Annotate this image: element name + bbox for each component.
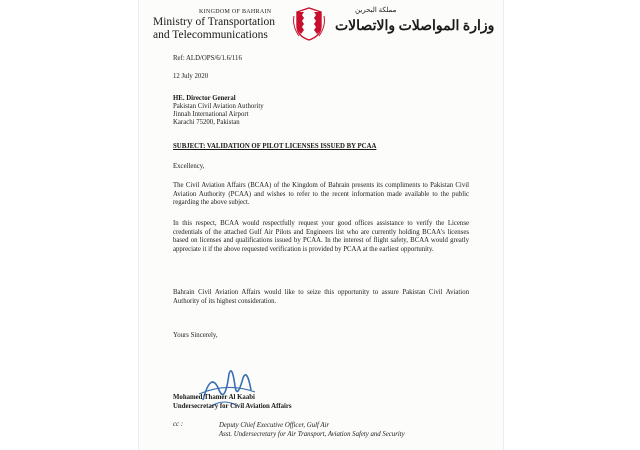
body-paragraph-1: The Civil Aviation Affairs (BCAA) of the Kingdom of Bahrain presents its compliments to Pakistan Civil Aviation Authority (PCAA) and wishes to refer to the recent information made available to the public regarding the above subject. xyxy=(173,182,469,206)
kingdom-label: KINGDOM OF BAHRAIN xyxy=(199,9,272,15)
ministry-name xyxy=(153,16,275,41)
bahrain-emblem-icon xyxy=(291,6,327,42)
ministry-name-line1: Ministry of Transportation xyxy=(153,16,276,28)
ministry-name-line2: and Telecommunications xyxy=(153,28,268,41)
body-paragraph-3: Bahrain Civil Aviation Affairs would like to seize this opportunity to assure Pakistan Civil Aviation Authority of its highest consideration. xyxy=(173,289,469,305)
signatory-name: Mohamed Thamer Al Kaabi xyxy=(173,394,255,401)
closing: Yours Sincerely, xyxy=(173,332,218,339)
addressee-line-3: Karachi 75200, Pakistan xyxy=(173,119,240,126)
letter-page xyxy=(138,0,504,450)
signatory-block xyxy=(173,393,292,411)
subject-line: SUBJECT: VALIDATION OF PILOT LICENSES ISSUED BY PCAA xyxy=(173,143,377,150)
cc-line-1: Deputy Chief Executive Officer, Gulf Air xyxy=(219,422,330,429)
body-paragraph-2: In this respect, BCAA would respectfully request your good offices assistance to verify the License credentials of the attached Gulf Air Pilots and Engineers list who are currently holding BCAA's licenses based on licenses and qualifications issued by PCAA. In the interest of flight safety, BCAA would greatly appreciate it if the above requested verification is provided by PCAA at the earliest opportunity. xyxy=(173,220,469,253)
reference-number: Ref: ALD/OPS/6/1.6/116 xyxy=(173,55,242,62)
addressee-line-1: Pakistan Civil Aviation Authority xyxy=(173,103,264,110)
addressee-line-2: Jinnah International Airport xyxy=(173,111,249,118)
letter-date: 12 July 2020 xyxy=(173,73,209,80)
salutation: Excellency, xyxy=(173,163,205,170)
signatory-title: Undersecretary for Civil Aviation Affairs xyxy=(173,403,292,410)
addressee-block xyxy=(173,95,264,127)
cc-label: cc : xyxy=(173,421,183,428)
arabic-kingdom-label: مملكة البحرين xyxy=(355,6,397,14)
addressee-title: HE. Director General xyxy=(173,95,236,102)
cc-line-2: Asst. Undersecretary for Air Transport, Aviation Safety and Security xyxy=(219,431,405,438)
arabic-ministry-name: وزارة المواصلات والاتصالات xyxy=(335,19,495,34)
cc-list xyxy=(219,421,405,439)
